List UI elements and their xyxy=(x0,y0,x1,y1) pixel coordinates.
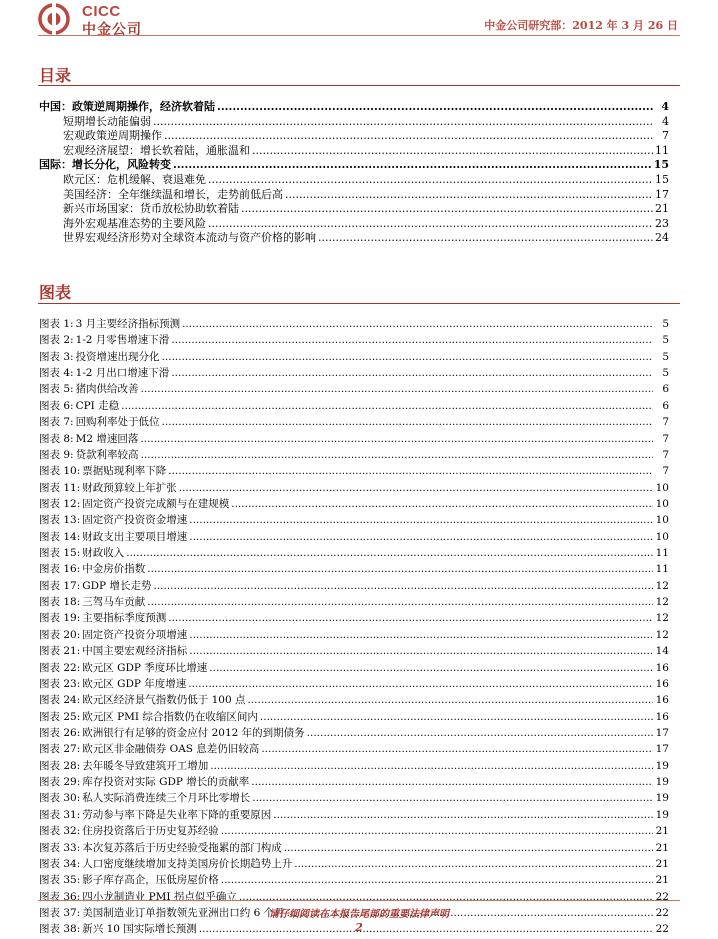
toc-item-label: 美国经济：全年继续温和增长，走势前低后高 xyxy=(63,187,283,201)
toc-section[interactable] xyxy=(39,188,669,203)
toc-item-label: 新兴市场国家：货币放松协助软着陆 xyxy=(63,202,239,216)
figure-title: 中金房价指数 xyxy=(82,563,146,576)
figure-page: 17 xyxy=(655,743,669,756)
figure-title: 主要指标季度预测 xyxy=(82,612,167,625)
dot-leader xyxy=(208,173,653,188)
dot-leader xyxy=(252,790,653,806)
figure-number: 图表 13: xyxy=(39,514,81,527)
toc-item-label: 海外宏观基准态势的主要风险 xyxy=(63,216,206,230)
dot-leader xyxy=(171,332,653,348)
figure-title: 欧元区非金融债券 OAS 息差仍旧较高 xyxy=(82,743,260,756)
dot-leader xyxy=(307,725,653,741)
toc-item-page: 4 xyxy=(662,114,669,128)
figure-title: 固定资产投资分项增速 xyxy=(82,628,188,641)
figure-page: 22 xyxy=(655,906,669,919)
figure-page: 19 xyxy=(655,808,669,821)
figure-page: 16 xyxy=(655,661,669,674)
figure-number: 图表 35: xyxy=(39,874,81,887)
figure-list-item[interactable] xyxy=(39,594,669,610)
figure-number: 图表 3: xyxy=(39,350,74,363)
dot-leader xyxy=(208,217,653,232)
figure-list-item[interactable] xyxy=(39,365,669,381)
figure-title: 投资增速出现分化 xyxy=(75,350,160,363)
toc-section[interactable] xyxy=(39,144,669,159)
figure-list-item[interactable] xyxy=(39,840,669,856)
figure-number: 图表 32: xyxy=(39,825,81,838)
figure-title: 四小龙制造业 PMI 拐点似乎确立 xyxy=(82,890,237,903)
figure-page: 19 xyxy=(655,759,669,772)
dot-leader xyxy=(153,115,653,130)
figure-page: 7 xyxy=(662,432,669,445)
header-divider xyxy=(38,35,680,36)
cicc-logo xyxy=(38,2,198,36)
figure-number: 图表 4: xyxy=(39,367,74,380)
toc-section[interactable] xyxy=(39,129,669,144)
toc-item-label: 欧元区：危机缓解、衰退难免 xyxy=(63,172,206,186)
figure-number: 图表 34: xyxy=(39,857,81,870)
figure-number: 图表 1: xyxy=(39,318,74,330)
dot-leader xyxy=(210,758,653,774)
dot-leader xyxy=(164,129,653,144)
figure-title: 新兴 10 国实际增长预测 xyxy=(82,923,197,936)
figure-number: 图表 5: xyxy=(39,383,74,396)
dot-leader xyxy=(189,643,653,659)
figure-number: 图表 19: xyxy=(39,612,81,625)
toc-chapter[interactable] xyxy=(39,158,669,173)
figure-number: 图表 24: xyxy=(39,694,81,707)
figure-page: 7 xyxy=(662,416,669,429)
table-of-contents xyxy=(39,100,669,246)
figures-title: 图表 xyxy=(39,283,72,302)
dot-leader xyxy=(273,807,653,823)
figure-number: 图表 37: xyxy=(39,906,81,919)
figure-list-item[interactable] xyxy=(39,414,669,430)
figure-list-item[interactable] xyxy=(39,643,669,659)
dot-leader xyxy=(294,856,653,872)
dot-leader xyxy=(126,545,653,561)
dot-leader xyxy=(153,578,653,594)
figure-title: 中国主要宏观经济指标 xyxy=(82,645,188,658)
figure-number: 图表 33: xyxy=(39,841,81,854)
figure-title: 影子库存高企，压低房屋价格 xyxy=(82,874,219,887)
legal-notice: 请仔细阅读在本报告尾部的重要法律声明 xyxy=(269,909,449,920)
toc-section[interactable] xyxy=(39,231,669,246)
figure-number: 图表 16: xyxy=(39,563,81,576)
figure-number: 图表 17: xyxy=(39,579,81,592)
figure-list-item[interactable] xyxy=(39,398,669,414)
toc-chapter[interactable] xyxy=(39,100,669,115)
figure-page: 16 xyxy=(655,694,669,707)
toc-item-page: 23 xyxy=(655,216,669,230)
figure-list-item[interactable] xyxy=(39,561,669,577)
figure-list-item[interactable] xyxy=(39,578,669,594)
toc-item-label: 世界宏观经济形势对全球资本流动与资产价格的影响 xyxy=(63,231,316,245)
page-header xyxy=(38,0,680,38)
dot-leader xyxy=(147,594,653,610)
dot-leader xyxy=(189,529,653,545)
figure-number: 图表 21: xyxy=(39,645,81,658)
figure-list-item[interactable] xyxy=(39,790,669,806)
figure-list-item[interactable] xyxy=(39,496,669,512)
figure-number: 图表 2: xyxy=(39,334,74,347)
dot-leader xyxy=(140,431,653,447)
figure-list-item[interactable] xyxy=(39,660,669,676)
figure-page: 7 xyxy=(662,465,669,478)
figure-list-item[interactable] xyxy=(39,545,669,561)
dot-leader xyxy=(261,741,653,757)
figure-page: 5 xyxy=(662,350,669,363)
dot-leader xyxy=(252,144,653,159)
figure-title: 劳动参与率下降是失业率下降的重要原因 xyxy=(82,808,272,821)
dot-leader xyxy=(141,381,653,397)
toc-item-page: 7 xyxy=(662,129,669,143)
figure-number: 图表 38: xyxy=(39,923,81,936)
dot-leader xyxy=(171,365,653,381)
figure-list-item[interactable] xyxy=(39,381,669,397)
figure-title: 票据贴现利率下降 xyxy=(82,465,167,478)
figure-page: 10 xyxy=(655,497,669,510)
toc-title-divider xyxy=(38,85,680,86)
figure-title: 本次复苏落后于历史经验受拖累的部门构成 xyxy=(82,841,282,854)
toc-section[interactable] xyxy=(39,173,669,188)
figure-number: 图表 11: xyxy=(39,481,81,494)
figure-list-item[interactable] xyxy=(39,676,669,692)
figure-title: 财政收入 xyxy=(82,547,125,560)
figure-list-item[interactable] xyxy=(39,725,669,741)
figure-list-item[interactable] xyxy=(39,447,669,463)
figure-number: 图表 12: xyxy=(39,497,81,510)
figure-list-item[interactable] xyxy=(39,774,669,790)
figure-page: 16 xyxy=(655,677,669,690)
figure-number: 图表 28: xyxy=(39,759,81,772)
figure-page: 12 xyxy=(655,628,669,641)
footer-divider xyxy=(38,900,680,901)
figure-title: 固定资产投资完成额与在建规模 xyxy=(82,497,230,510)
figure-title: 人口密度继续增加支持美国房价长期趋势上升 xyxy=(82,857,293,870)
figure-page: 21 xyxy=(655,874,669,887)
toc-item-page: 4 xyxy=(661,100,669,113)
dot-leader xyxy=(168,610,653,626)
figure-list-item[interactable] xyxy=(39,758,669,774)
logo-text-cn: 中金公司 xyxy=(82,22,142,38)
figure-list-item[interactable] xyxy=(39,463,669,479)
dot-leader xyxy=(182,316,653,332)
dot-leader xyxy=(221,823,653,839)
toc-section[interactable] xyxy=(39,115,669,130)
figure-list-item[interactable] xyxy=(39,807,669,823)
figure-list-item[interactable] xyxy=(39,856,669,872)
figures-title-divider xyxy=(38,303,680,304)
figure-page: 5 xyxy=(662,334,669,347)
figure-number: 图表 14: xyxy=(39,530,81,543)
figure-title: 贷款利率较高 xyxy=(75,448,139,461)
figure-title: 猪肉供给改善 xyxy=(75,383,139,396)
dot-leader xyxy=(285,188,653,203)
figure-title: 欧元区 PMI 综合指数仍在收缩区间内 xyxy=(82,710,258,723)
figure-title: GDP 增长走势 xyxy=(82,579,152,592)
figure-title: 欧元区 GDP 年度增速 xyxy=(82,677,187,690)
toc-item-label: 短期增长动能偏弱 xyxy=(63,114,151,128)
figure-title: 私人实际消费连续三个月环比零增长 xyxy=(82,792,251,805)
toc-item-label: 中国：政策逆周期操作，经济软着陆 xyxy=(39,100,215,113)
toc-section[interactable] xyxy=(39,217,669,232)
figure-list-item[interactable] xyxy=(39,627,669,643)
figure-title: 1-2 月零售增速下滑 xyxy=(75,334,170,347)
figure-page: 21 xyxy=(655,857,669,870)
figure-number: 图表 15: xyxy=(39,547,81,560)
dot-leader xyxy=(251,774,653,790)
figure-number: 图表 7: xyxy=(39,416,74,429)
dot-leader xyxy=(162,414,653,430)
figure-page: 10 xyxy=(655,481,669,494)
figure-number: 图表 31: xyxy=(39,808,81,821)
figure-page: 6 xyxy=(662,383,669,396)
figure-title: 回购利率处于低位 xyxy=(75,416,160,429)
report-date-header: 中金公司研究部：2012 年 3 月 26 日 xyxy=(484,19,678,32)
dot-leader xyxy=(189,627,653,643)
figure-title: CPI 走稳 xyxy=(75,399,120,412)
figure-page: 21 xyxy=(655,825,669,838)
figure-page: 12 xyxy=(655,612,669,625)
figure-title: 财政支出主要项目增速 xyxy=(82,530,188,543)
figure-title: 欧洲银行有足够的资金应付 2012 年的到期债务 xyxy=(82,726,305,739)
figure-title: 固定资产投资资金增速 xyxy=(82,514,188,527)
toc-item-page: 11 xyxy=(655,143,669,157)
figure-page: 19 xyxy=(655,776,669,789)
dot-leader xyxy=(189,512,653,528)
dot-leader xyxy=(147,561,653,577)
figure-page: 11 xyxy=(655,547,669,560)
dot-leader xyxy=(217,100,653,115)
figure-number: 图表 8: xyxy=(39,432,74,445)
figure-list-item[interactable] xyxy=(39,431,669,447)
figure-page: 17 xyxy=(655,726,669,739)
dot-leader xyxy=(209,660,653,676)
figure-page: 21 xyxy=(655,841,669,854)
figure-page: 22 xyxy=(655,923,669,936)
figure-title: 欧元区经济景气指数仍低于 100 点 xyxy=(82,694,246,707)
toc-item-label: 宏观经济展望：增长软着陆，通胀温和 xyxy=(63,143,250,157)
dot-leader xyxy=(173,158,652,173)
figure-number: 图表 23: xyxy=(39,677,81,690)
figure-page: 5 xyxy=(662,318,669,330)
dot-leader xyxy=(231,496,653,512)
figure-list-item[interactable] xyxy=(39,512,669,528)
figure-title: 住房投资落后于历史复苏经验 xyxy=(82,825,219,838)
toc-item-label: 宏观政策逆周期操作 xyxy=(63,129,162,143)
figure-number: 图表 22: xyxy=(39,661,81,674)
figure-list-item[interactable] xyxy=(39,610,669,626)
figure-number: 图表 25: xyxy=(39,710,81,723)
toc-item-label: 国际：增长分化，风险转变 xyxy=(39,158,171,172)
dot-leader xyxy=(284,840,653,856)
figure-title: 3 月主要经济指标预测 xyxy=(75,318,181,330)
figure-title: 美国制造业订单指数领先亚洲出口约 6 个月 xyxy=(82,906,285,919)
dot-leader xyxy=(260,709,653,725)
dot-leader xyxy=(318,231,653,246)
figure-page: 5 xyxy=(662,367,669,380)
figure-page: 14 xyxy=(655,645,669,658)
logo-text-en: CICC xyxy=(82,3,121,20)
figure-number: 图表 18: xyxy=(39,596,81,609)
dot-leader xyxy=(121,398,653,414)
dot-leader xyxy=(179,480,653,496)
figure-number: 图表 6: xyxy=(39,399,74,412)
figure-page: 10 xyxy=(655,514,669,527)
figure-number: 图表 36: xyxy=(39,890,81,903)
figure-title: 去年暖冬导致建筑开工增加 xyxy=(82,759,209,772)
figure-page: 10 xyxy=(655,530,669,543)
toc-item-page: 24 xyxy=(655,231,669,245)
figure-title: 欧元区 GDP 季度环比增速 xyxy=(82,661,208,674)
toc-item-page: 15 xyxy=(655,172,669,186)
figure-number: 图表 27: xyxy=(39,743,81,756)
figure-number: 图表 26: xyxy=(39,726,81,739)
figure-page: 16 xyxy=(655,710,669,723)
dot-leader xyxy=(141,447,653,463)
figure-list-item[interactable] xyxy=(39,349,669,365)
figure-list-item[interactable] xyxy=(39,529,669,545)
page-number: 2 xyxy=(355,921,363,934)
toc-item-page: 21 xyxy=(655,202,669,216)
figure-page: 19 xyxy=(655,792,669,805)
toc-item-page: 15 xyxy=(653,158,669,172)
figure-number: 图表 20: xyxy=(39,628,81,641)
figure-list-item[interactable] xyxy=(39,332,669,348)
dot-leader xyxy=(239,889,653,905)
dot-leader xyxy=(221,872,653,888)
figure-list-item[interactable] xyxy=(39,872,669,888)
figure-title: 三驾马车贡献 xyxy=(82,596,146,609)
dot-leader xyxy=(241,202,653,217)
dot-leader xyxy=(162,349,653,365)
toc-item-page: 17 xyxy=(655,187,669,201)
dot-leader xyxy=(188,676,653,692)
figure-page: 12 xyxy=(655,596,669,609)
figure-list-item[interactable] xyxy=(39,823,669,839)
figure-page: 12 xyxy=(655,579,669,592)
figure-page: 6 xyxy=(662,399,669,412)
cicc-logo-icon xyxy=(38,3,76,35)
figure-number: 图表 10: xyxy=(39,465,81,478)
figure-list-item[interactable] xyxy=(39,316,669,332)
figure-number: 图表 9: xyxy=(39,448,74,461)
figure-list-item[interactable] xyxy=(39,741,669,757)
figure-number: 图表 30: xyxy=(39,792,81,805)
figure-title: M2 增速回落 xyxy=(75,432,139,445)
figure-list-item[interactable] xyxy=(39,480,669,496)
dot-leader xyxy=(247,692,653,708)
figure-title: 1-2 月出口增速下滑 xyxy=(75,367,170,380)
toc-title: 目录 xyxy=(39,66,72,85)
toc-section[interactable] xyxy=(39,202,669,217)
figure-list-item[interactable] xyxy=(39,692,669,708)
list-of-figures xyxy=(39,316,669,938)
figure-title: 财政预算较上年扩张 xyxy=(82,481,177,494)
figure-page: 7 xyxy=(662,448,669,461)
figure-list-item[interactable] xyxy=(39,709,669,725)
figure-title: 库存投资对实际 GDP 增长的贡献率 xyxy=(82,776,250,789)
figure-page: 11 xyxy=(655,563,669,576)
figure-list-item[interactable] xyxy=(39,889,669,905)
dot-leader xyxy=(168,463,653,479)
figure-page: 22 xyxy=(655,890,669,903)
figure-number: 图表 29: xyxy=(39,776,81,789)
